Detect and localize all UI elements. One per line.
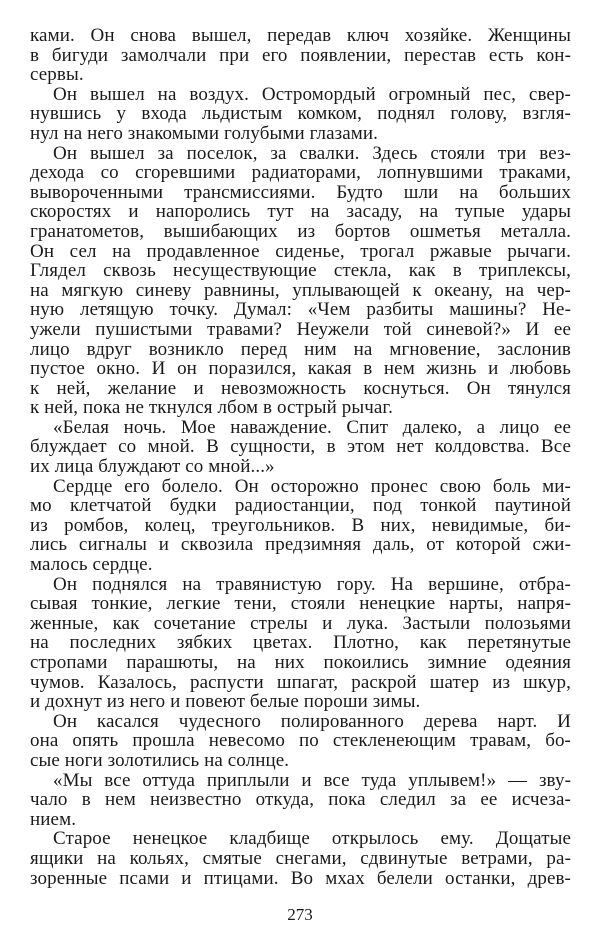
paragraph (30, 418, 571, 477)
text-line: сервы. (30, 64, 84, 86)
text-line: блуждает со мной. В сущности, в этом нет колдовства. Все (30, 436, 571, 458)
text-line: нул на него знакомыми голубыми глазами. (30, 122, 379, 144)
text-line: гранатометов, вышибающих из бортов ошметья металла. (30, 220, 571, 242)
text-line: Сердце его болело. Он осторожно пронес свою боль ми- (53, 475, 571, 497)
text-line: Он сел на продавленное сиденье, трогал ржавые рычаги. (30, 240, 571, 262)
text-line: Он касался чудесного полированного дерева нарт. И (53, 710, 571, 732)
page-number: 273 (287, 905, 313, 924)
paragraph (30, 85, 571, 144)
text-line: скоростях и напоролись тут на засаду, на тупые удары (30, 201, 571, 223)
paragraph (30, 712, 571, 771)
text-line: Старое ненецкое кладбище открылось ему. Дощатые (53, 828, 571, 850)
text-line: малось сердце. (30, 554, 153, 576)
text-line: «Мы все оттуда приплыли и все туда уплывем!» — зву- (53, 769, 571, 791)
text-line: зоренные псами и птицами. Во мхах белели останки, древ- (30, 867, 571, 889)
text-line: Глядел сквозь несуществующие стекла, как в триплексы, (30, 260, 571, 282)
paragraph (30, 26, 571, 85)
text-line: «Белая ночь. Мое наваждение. Спит далеко, а лицо ее (53, 416, 571, 438)
text-line: стропами парашюты, на них покоились зимние одеяния (30, 652, 571, 673)
text-line: женные, как сочетание стрелы и лука. Застыли полозьями (30, 612, 571, 634)
paragraph (30, 771, 571, 830)
text-line: к ней, пока не ткнулся лбом в острый рычаг. (30, 397, 394, 419)
text-line: вывороченными трансмиссиями. Будто шли на больших (30, 181, 571, 203)
text-line: дехода со сгоревшими радиаторами, лопнувшими траками, (30, 162, 571, 184)
text-line: нием. (30, 808, 77, 830)
paragraph (30, 477, 571, 575)
text-line: на мягкую синеву равнины, уплывающей к океану, на чер- (30, 279, 571, 301)
text-line: сые ноги золотились на солнце. (30, 749, 290, 771)
text-line: к ней, желание и невозможность коснуться. Он тянулся (30, 377, 571, 399)
text-line: ную летящую точку. Думал: «Чем разбиты машины? Не- (30, 299, 571, 321)
text-line: ужели пушистыми травами? Неужели той синевой?» И ее (30, 318, 571, 340)
text-line: чало в нем неизвестно откуда, пока следил за ее исчеза- (30, 789, 571, 811)
text-line: в бигуди замолчали при его появлении, перестав есть кон- (30, 44, 571, 66)
paragraph (30, 144, 571, 418)
text-line: ящики на кольях, смятые снегами, сдвинутые ветрами, ра- (30, 847, 571, 869)
text-line: нувшись у входа льдистым комком, поднял голову, взгля- (30, 103, 571, 125)
text-line: лицо вдруг возникло перед ним на мгновение, заслонив (30, 338, 571, 360)
text-line: ками. Он снова вышел, передав ключ хозяйке. Женщины (30, 25, 571, 46)
text-line: она опять прошла невесомо по стекленеющим травам, бо- (30, 730, 571, 752)
paragraph (30, 829, 571, 888)
text-line: на последних зябких цветах. Плотно, как перетянутые (30, 632, 571, 654)
paragraph (30, 575, 571, 712)
text-line: лись сигналы и сквозила предзимняя даль, от которой сжи- (30, 534, 571, 556)
text-line: и дохнут из него и повеют белые пороши зимы. (30, 691, 421, 713)
text-line: пустое окно. И он поразился, какая в нем жизнь и любовь (30, 358, 571, 380)
text-line: чумов. Казалось, распусти шпагат, раскрой шатер из шкур, (30, 671, 571, 693)
page-body-text (30, 26, 571, 888)
text-line: Он вышел на воздух. Остромордый огромный пес, свер- (53, 83, 571, 105)
text-line: мо клетчатой будки радиостанции, под тонкой паутиной (30, 495, 571, 517)
text-line: из ромбов, колец, треугольников. В них, невидимые, би- (30, 514, 571, 536)
text-line: сывая тонкие, легкие тени, стояли ненецкие нарты, напря- (30, 593, 571, 615)
text-line: их лица блуждают со мной...» (30, 456, 275, 478)
text-line: Он вышел за поселок, за свалки. Здесь стояли три вез- (53, 142, 571, 164)
text-line: Он поднялся на травянистую гору. На вершине, отбра- (53, 573, 571, 595)
